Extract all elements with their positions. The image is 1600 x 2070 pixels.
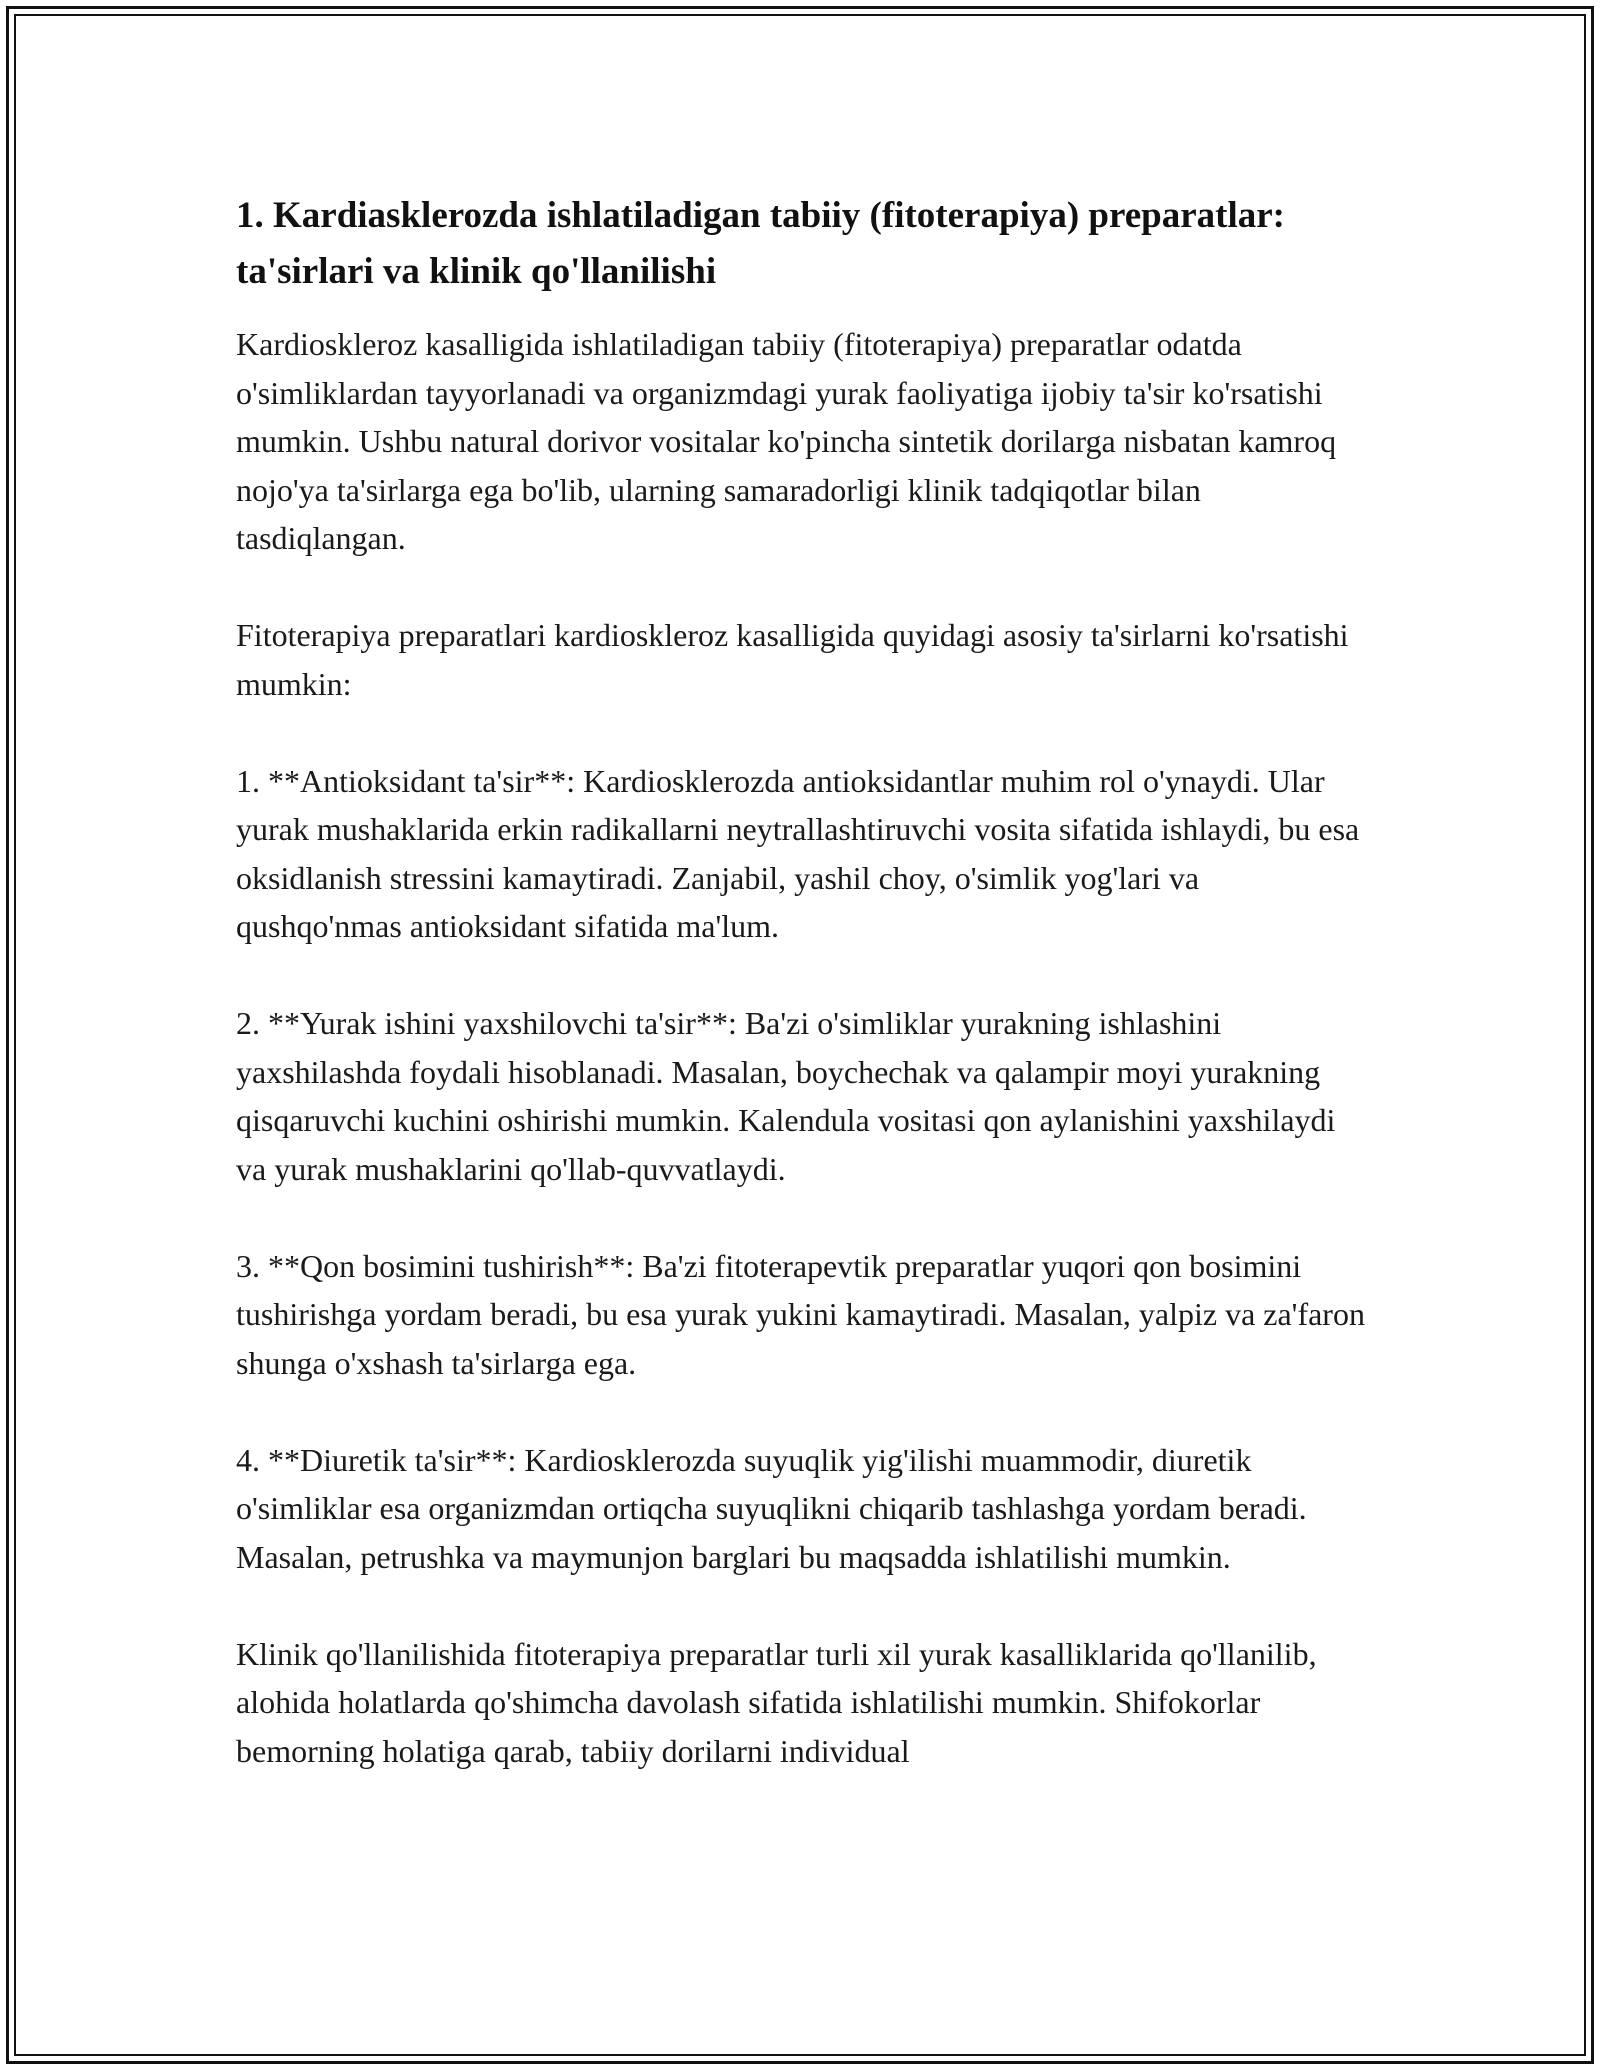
paragraph-diuretic: 4. **Diuretik ta'sir**: Kardiosklerozda suyuqlik yig'ilishi muammodir, diuretik o'simliklar esa organizmdan ortiqcha suyuqlikni chiqarib tashlashga yordam beradi. Masalan, petrushka va maymunjon barglari bu maqsadda ishlatilishi mumkin.: [236, 1441, 1307, 1575]
paragraph-heart-function: 2. **Yurak ishini yaxshilovchi ta'sir**: Ba'zi o'simliklar yurakning ishlashini yaxshilashda foydali hisoblanadi. Masalan, boychechak va qalampir moyi yurakning qisqaruvchi kuchini oshirishi mumkin. Kalendula vositasi qon aylanishini yaxshilaydi va yurak mushaklarini qo'llab-quvvatlaydi.: [236, 1005, 1336, 1187]
document-title: 1. Kardiasklerozda ishlatiladigan tabiiy (fitoterapiya) preparatlar: ta'sirlari va klinik qo'llanilishi: [236, 195, 1285, 292]
paragraph-effects-intro: Fitoterapiya preparatlari kardioskleroz kasalligida quyidagi asosiy ta'sirlarni ko'rsatishi mumkin:: [236, 617, 1349, 702]
paragraph-clinical-use: Klinik qo'llanilishida fitoterapiya preparatlar turli xil yurak kasalliklarida qo'llanilib, alohida holatlarda qo'shimcha davolash sifatida ishlatilishi mumkin. Shifokorlar bemorning holatiga qarab, tabiiy dorilarni individual: [236, 1635, 1317, 1769]
paragraph-blood-pressure: 3. **Qon bosimini tushirish**: Ba'zi fitoterapevtik preparatlar yuqori qon bosimini tushirishga yordam beradi, bu esa yurak yukini kamaytiradi. Masalan, yalpiz va za'faron shunga o'xshash ta'sirlarga ega.: [236, 1247, 1365, 1381]
paragraph-antioxidant: 1. **Antioksidant ta'sir**: Kardiosklerozda antioksidantlar muhim rol o'ynaydi. Ular yurak mushaklarida erkin radikallarni neytrallashtiruvchi vosita sifatida ishlaydi, bu esa oksidlanish stressini kamaytiradi. Zanjabil, yashil choy, o'simlik yog'lari va qushqo'nmas antioksidant sifatida ma'lum.: [236, 762, 1360, 944]
paragraph-intro: Kardioskleroz kasalligida ishlatiladigan tabiiy (fitoterapiya) preparatlar odatda o'simliklardan tayyorlanadi va organizmdagi yurak faoliyatiga ijobiy ta'sir ko'rsatishi mumkin. Ushbu natural dorivor vositalar ko'pincha sintetik dorilarga nisbatan kamroq nojo'ya ta'sirlarga ega bo'lib, ularning samaradorligi klinik tadqiqotlar bilan tasdiqlangan.: [236, 326, 1337, 556]
document-body: [236, 188, 1366, 1824]
